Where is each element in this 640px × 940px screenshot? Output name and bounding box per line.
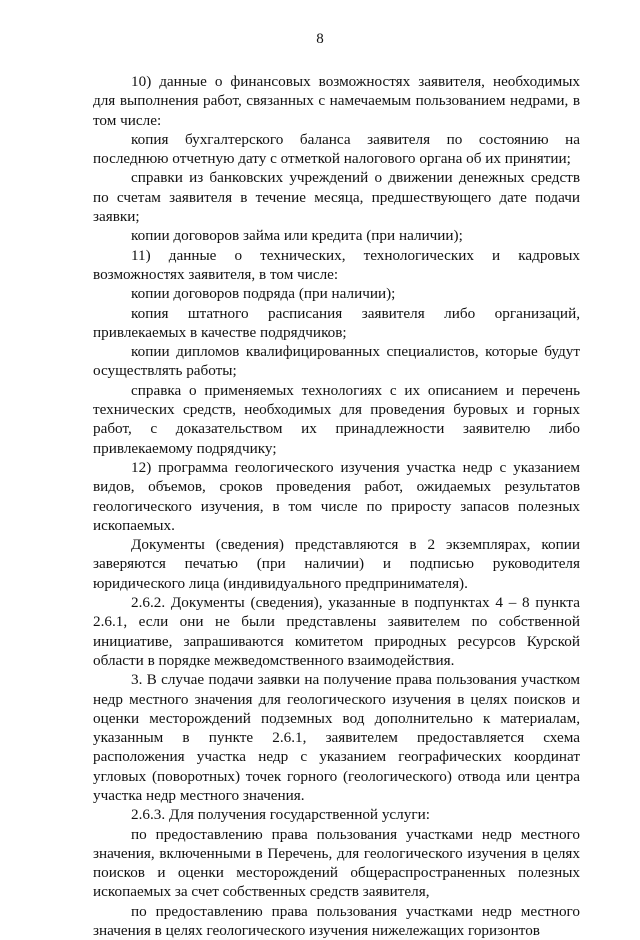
paragraph-loan-contracts: копии договоров займа или кредита (при наличии); xyxy=(131,227,463,245)
page-number: 8 xyxy=(316,31,324,47)
paragraph-financial-data: 10) данные о финансовых возможностях заявителя, необходимых для выполнения работ, связанных с намечаемым пользованием недрами, в том числе: xyxy=(93,73,580,129)
paragraph-right-of-use-list: по предоставлению права пользования участками недр местного значения, включенными в Перечень, для геологического изучения в целях поисков и оценки месторождений общераспространенных полезных ископаемых за счет собственных средств заявителя, xyxy=(93,825,580,901)
paragraph-document-copies: Документы (сведения) представляются в 2 экземплярах, копии заверяются печатью (при наличии) и подписью руководителя юридического лица (индивидуального предпринимателя). xyxy=(93,536,580,592)
paragraph-exploration-program: 12) программа геологического изучения участка недр с указанием видов, объемов, сроков проведения работ, ожидаемых результатов геологического изучения, в том числе по приросту запасов полезных ископаемых. xyxy=(93,458,580,534)
paragraph-section-2-6-2: 2.6.2. Документы (сведения), указанные в подпунктах 4 – 8 пункта 2.6.1, если они не были представлены заявителем по собственной инициативе, запрашиваются комитетом природных ресурсов Курской области в порядке межведомственного взаимодействия. xyxy=(93,594,580,669)
paragraph-contract-copies: копии договоров подряда (при наличии); xyxy=(131,285,396,303)
paragraph-bank-statements: справки из банковских учреждений о движении денежных средств по счетам заявителя в течение месяца, предшествующего дате подачи заявки; xyxy=(93,169,580,226)
paragraph-section-2-6-3: 2.6.3. Для получения государственной услуги: xyxy=(131,806,430,824)
paragraph-balance-copy: копия бухгалтерского баланса заявителя по состоянию на последнюю отчетную дату с отметкой налогового органа об их принятии; xyxy=(93,130,580,168)
paragraph-right-of-use-deep: по предоставлению права пользования участками недр местного значения в целях геологического изучения нижележащих горизонтов xyxy=(93,902,580,940)
paragraph-groundwater-scheme: 3. В случае подачи заявки на получение права пользования участком недр местного значения для геологического изучения в целях поисков и оценки месторождений подземных вод дополнительно к материалам, указанным в пункте 2.6.1, заявителем предоставляется схема расположения участка недр с указанием географических координат угловых (поворотных) точек горного (геологического) отвода или центра участка недр местного значения. xyxy=(93,671,580,804)
paragraph-technology-reference: справка о применяемых технологиях с их описанием и перечень технических средств, необходимых для проведения буровых и горных работ, с доказательством их принадлежности заявителю либо привлекаемому подрядчику; xyxy=(93,381,580,457)
document-body xyxy=(93,72,580,940)
paragraph-diplomas: копии дипломов квалифицированных специалистов, которые будут осуществлять работы; xyxy=(93,343,580,380)
paragraph-technical-data: 11) данные о технических, технологических и кадровых возможностях заявителя, в том числе: xyxy=(93,246,580,283)
paragraph-staff-schedule: копия штатного расписания заявителя либо организаций, привлекаемых в качестве подрядчиков; xyxy=(93,304,580,341)
